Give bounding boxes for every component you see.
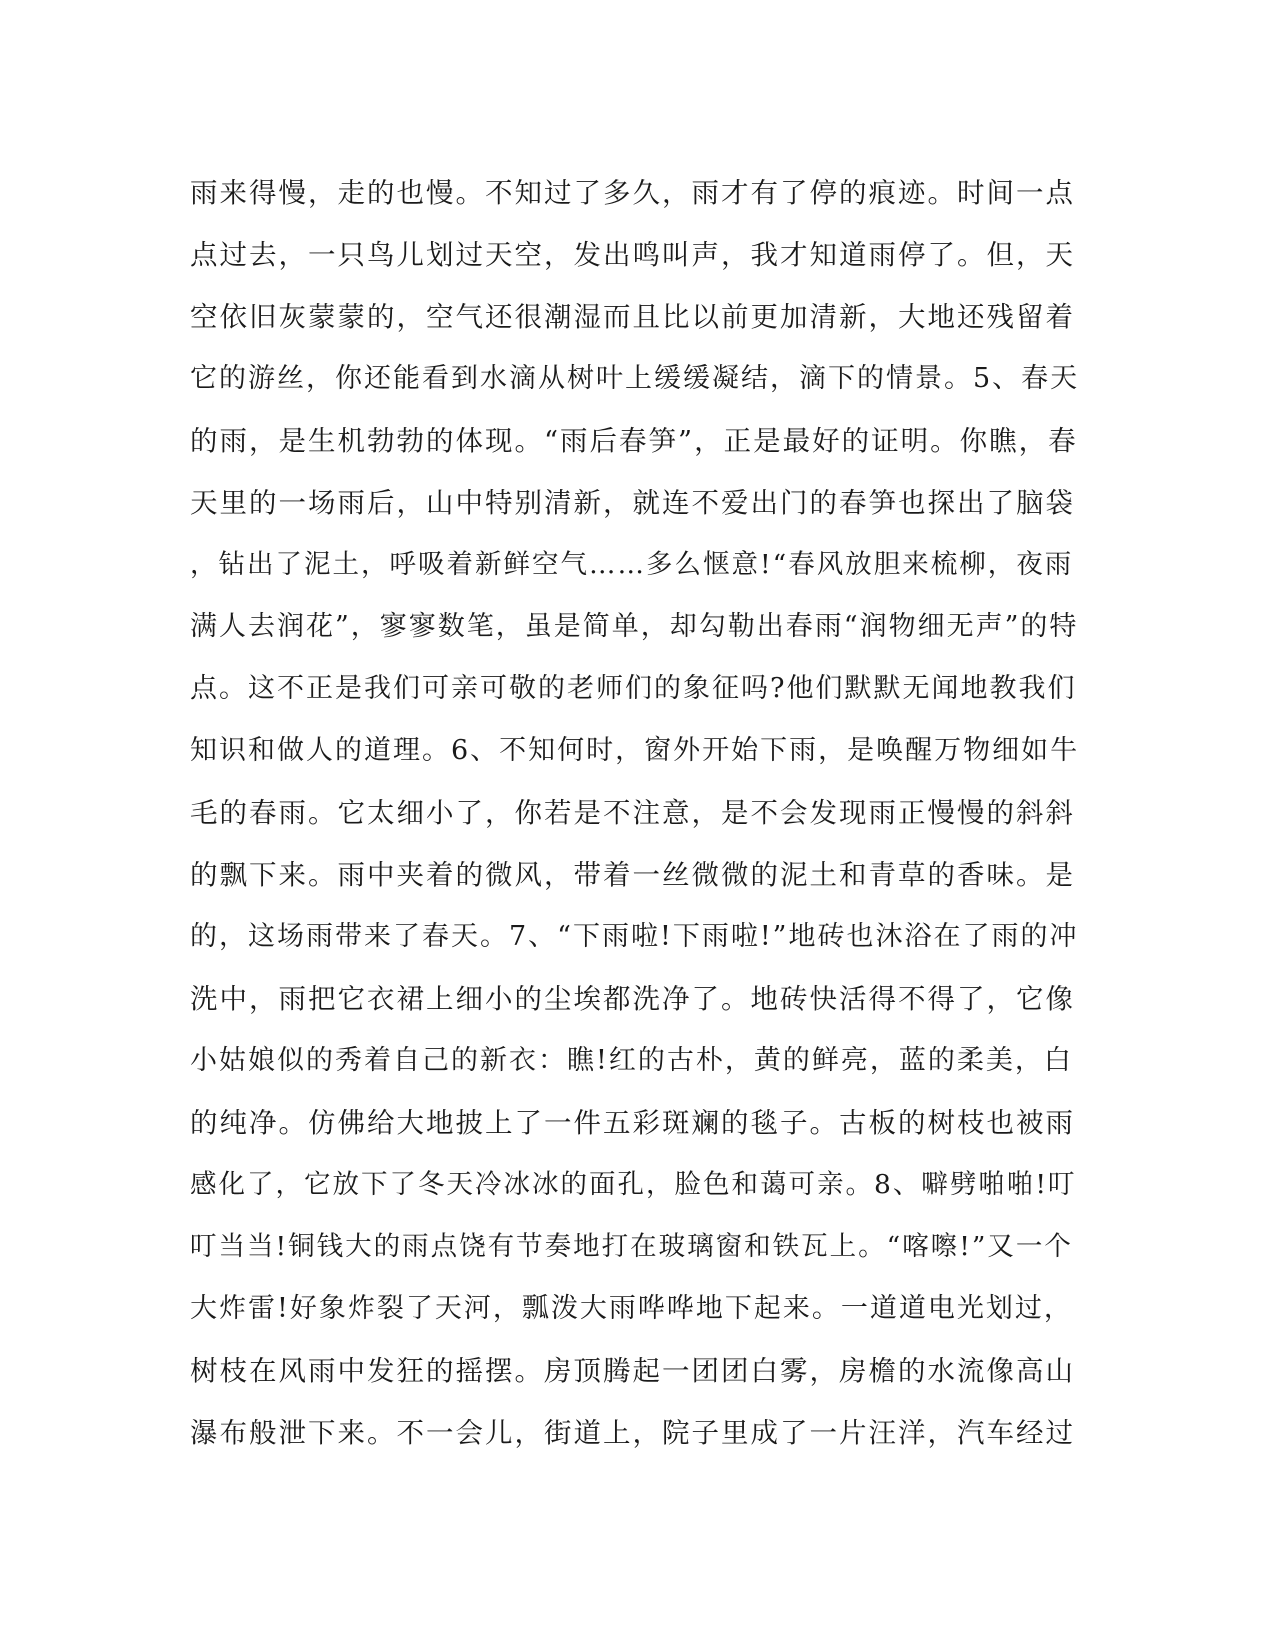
text-line: 的，这场雨带来了春天。7、“下雨啦!下雨啦!”地砖也沐浴在了雨的冲 — [190, 921, 1079, 952]
text-line: 瀑布般泄下来。不一会儿，街道上，院子里成了一片汪洋，汽车经过 — [190, 1417, 1075, 1449]
text-line: 空依旧灰蒙蒙的，空气还很潮湿而且比以前更加清新，大地还残留着 — [190, 301, 1075, 333]
text-line: 叮当当!铜钱大的雨点饶有节奏地打在玻璃窗和铁瓦上。“喀嚓!”又一个 — [190, 1231, 1073, 1262]
text-line: 大炸雷!好象炸裂了天河，瓢泼大雨哗哗地下起来。一道道电光划过， — [190, 1293, 1073, 1324]
text-line: 的雨，是生机勃勃的体现。“雨后春笋”，正是最好的证明。你瞧，春 — [190, 425, 1078, 457]
text-line: 洗中，雨把它衣裙上细小的尘埃都洗净了。地砖快活得不得了，它像 — [190, 983, 1075, 1015]
text-line: 点过去，一只鸟儿划过天空，发出鸣叫声，我才知道雨停了。但，天 — [190, 239, 1075, 271]
text-line: 点。这不正是我们可亲可敬的老师们的象征吗?他们默默无闻地教我们 — [190, 673, 1077, 704]
text-line: 小姑娘似的秀着自己的新衣：瞧!红的古朴，黄的鲜亮，蓝的柔美，白 — [190, 1045, 1073, 1076]
text-line: 感化了，它放下了冬天冷冰冰的面孔，脸色和蔼可亲。8、噼劈啪啪!叮 — [190, 1169, 1077, 1200]
text-line: 满人去润花”，寥寥数笔，虽是简单，却勾勒出春雨“润物细无声”的特 — [190, 611, 1079, 642]
text-line: ，钻出了泥土，呼吸着新鲜空气……多么惬意!“春风放胆来梳柳，夜雨 — [190, 549, 1074, 580]
text-line: 的纯净。仿佛给大地披上了一件五彩斑斓的毯子。古板的树枝也被雨 — [190, 1107, 1075, 1139]
text-line: 的飘下来。雨中夹着的微风，带着一丝微微的泥土和青草的香味。是 — [190, 859, 1075, 891]
body-text — [190, 162, 1085, 1464]
text-line: 天里的一场雨后，山中特别清新，就连不爱出门的春笋也探出了脑袋 — [190, 487, 1075, 519]
text-line: 毛的春雨。它太细小了，你若是不注意，是不会发现雨正慢慢的斜斜 — [190, 797, 1075, 829]
text-line: 知识和做人的道理。6、不知何时，窗外开始下雨，是唤醒万物细如牛 — [190, 735, 1080, 766]
text-line: 雨来得慢，走的也慢。不知过了多久，雨才有了停的痕迹。时间一点 — [190, 177, 1075, 209]
text-line: 它的游丝，你还能看到水滴从树叶上缓缓凝结，滴下的情景。5、春天 — [190, 363, 1080, 394]
text-line: 树枝在风雨中发狂的摇摆。房顶腾起一团团白雾，房檐的水流像高山 — [190, 1355, 1075, 1387]
